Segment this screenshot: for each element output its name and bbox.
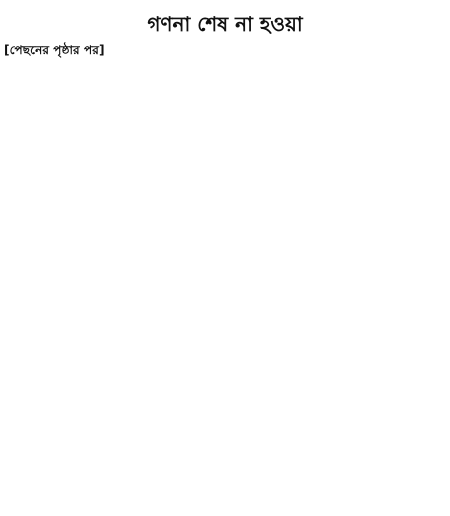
article-line-23 [4, 414, 446, 431]
article-line-16 [4, 295, 446, 312]
article-body [4, 42, 446, 512]
article-line-1 [4, 42, 446, 59]
article-line-4 [4, 93, 446, 110]
article-line-22 [4, 397, 446, 414]
lead-tag: [পেছনের পৃষ্ঠার পর] [4, 43, 105, 57]
article-line-27 [4, 481, 446, 498]
article-line-5 [4, 110, 446, 127]
article-line-2 [4, 59, 446, 76]
article-line-19 [4, 346, 446, 363]
article-line-18 [4, 329, 446, 346]
clipped-top-line [4, 0, 446, 8]
article-line-3 [4, 76, 446, 93]
article-line-28 [4, 498, 446, 512]
article-line-10 [4, 194, 446, 211]
article-line-12 [4, 228, 446, 245]
article-line-7 [4, 143, 446, 160]
article-line-15 [4, 278, 446, 295]
article-headline: গণনা শেষ না হওয়া [147, 12, 303, 36]
article-line-11 [4, 211, 446, 228]
article-line-20 [4, 363, 446, 380]
article-line-8 [4, 160, 446, 177]
article-line-21 [4, 380, 446, 397]
article-line-13 [4, 245, 446, 262]
article-line-9 [4, 177, 446, 194]
article-line-6 [4, 126, 446, 143]
article-line-24 [4, 430, 446, 447]
article-line-14 [4, 262, 446, 279]
article-line-26 [4, 464, 446, 481]
article-line-17 [4, 312, 446, 329]
article-line-25 [4, 447, 446, 464]
